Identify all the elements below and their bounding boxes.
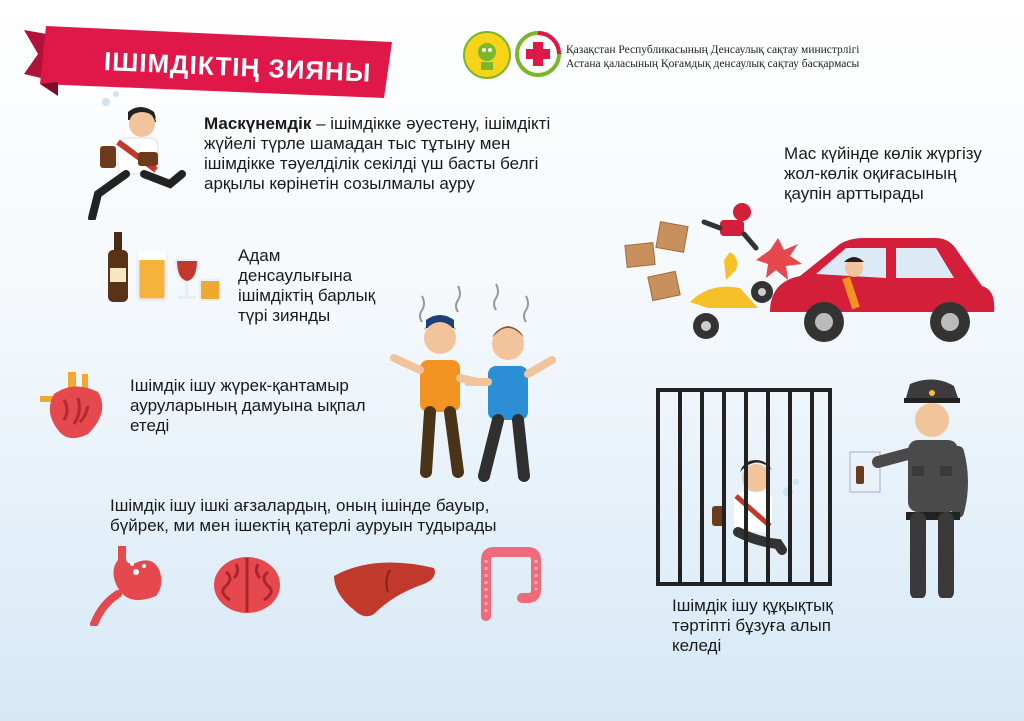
brain-icon (210, 552, 284, 618)
health-cross-logo-icon (514, 30, 562, 78)
fighting-men-illustration (376, 278, 572, 488)
ministry-line-1: Қазақстан Республикасының Денсаулық сақтау министрлігі (566, 44, 860, 56)
alcoholism-definition-text: – ішімдікке әуестену, ішімдікті жүйелі түрле шамадан тыс тұтыну мен ішімдікке тәуелділік секілді үш басты белгі арқылы көрінетін созылмалы ауру (204, 114, 551, 193)
page-title: ІШІМДІКТІҢ ЗИЯНЫ (103, 46, 372, 88)
car-crash-illustration (620, 194, 1004, 354)
alcoholism-term: Маскүнемдік (204, 114, 312, 133)
heart-organ-icon (38, 370, 110, 442)
alcoholism-definition (204, 114, 568, 194)
police-officer-illustration (846, 376, 976, 598)
intestine-icon (478, 546, 544, 626)
law-violation-text: Ішімдік ішу құқықтық тәртіпті бұзуға алып келеді (672, 596, 833, 655)
all-types-harmful-text: Адам денсаулығына ішімдіктің барлық түрі зиянды (238, 246, 376, 325)
city-emblem-icon (462, 30, 512, 80)
drunk-man-illustration (78, 88, 188, 220)
drunk-driving-text: Мас күйінде көлік жүргізу жол-көлік оқиғасының қаупін арттырады (784, 144, 982, 203)
liver-icon (330, 556, 438, 618)
alcoholic-drinks-illustration (104, 228, 226, 304)
cardio-risk-text: Ішімдік ішу жүрек-қантамыр ауруларының дамуына ықпал етеді (130, 376, 366, 435)
stomach-icon (88, 544, 168, 626)
ministry-line-2: Астана қаласының Қоғамдық денсаулық сақтау басқармасы (566, 58, 860, 70)
organ-damage-text: Ішімдік ішу ішкі ағзалардың, оның ішінде бауыр, бүйрек, ми мен ішектің қатерлі ауруын тудырады (110, 496, 497, 535)
jail-illustration (656, 388, 832, 586)
ministry-name (566, 43, 886, 71)
